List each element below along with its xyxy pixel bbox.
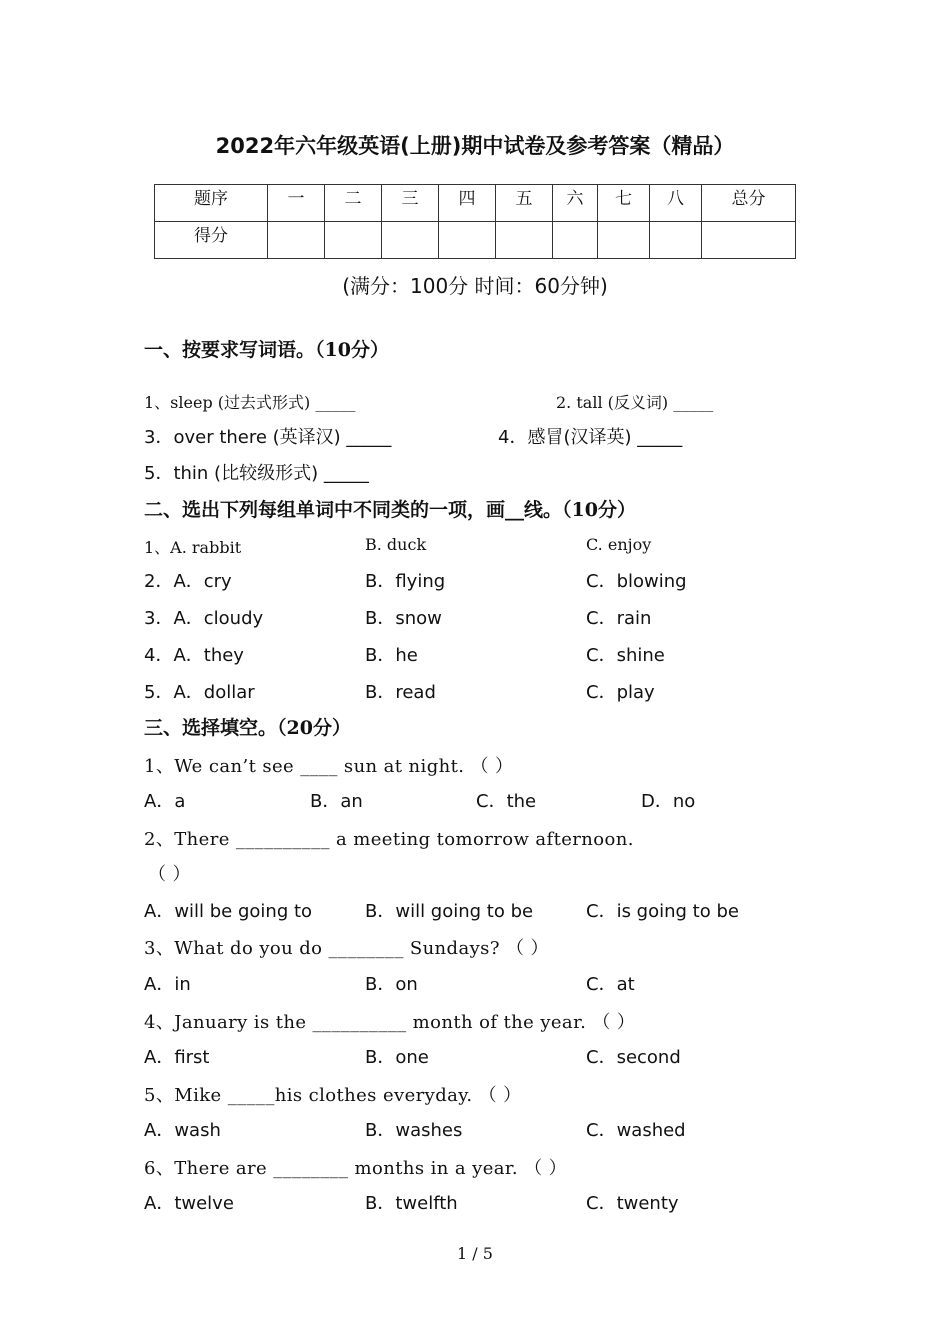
option-text: C．blowing bbox=[586, 571, 687, 592]
table-cell: 七 bbox=[598, 185, 650, 222]
option-text: B．he bbox=[365, 645, 418, 666]
option-text: B．on bbox=[365, 974, 418, 995]
table-cell: 四 bbox=[439, 185, 496, 222]
score-note: (满分：100分 时间：60分钟) bbox=[342, 274, 608, 298]
option-text: C．twenty bbox=[586, 1193, 679, 1214]
option-text: D．no bbox=[641, 791, 696, 812]
option-text: 4．A．they bbox=[144, 645, 244, 666]
score-input-cell[interactable] bbox=[598, 222, 650, 259]
option-text: B．an bbox=[310, 791, 363, 812]
score-input-cell[interactable] bbox=[702, 222, 796, 259]
answer-paren: （ ） bbox=[148, 864, 191, 885]
question-text: 4、January is the __________ month of the year. （ ） bbox=[144, 1012, 636, 1033]
option-text: C．is going to be bbox=[586, 901, 739, 922]
table-row bbox=[155, 222, 796, 259]
table-cell: 总分 bbox=[702, 185, 796, 222]
score-input-cell[interactable] bbox=[553, 222, 598, 259]
option-text: B. duck bbox=[365, 535, 427, 554]
table-cell: 八 bbox=[650, 185, 702, 222]
question-item: 4．感冒(汉译英) _____ bbox=[498, 427, 683, 448]
table-cell: 一 bbox=[268, 185, 325, 222]
question-item: 1、sleep (过去式形式) _____ bbox=[144, 393, 356, 412]
table-cell: 二 bbox=[325, 185, 382, 222]
table-cell: 题序 bbox=[155, 185, 268, 222]
option-text: B．flying bbox=[365, 571, 446, 592]
option-text: C．at bbox=[586, 974, 635, 995]
option-text: C．rain bbox=[586, 608, 652, 629]
score-table bbox=[154, 184, 796, 259]
option-text: A．a bbox=[144, 791, 186, 812]
question-item: 2. tall (反义词) _____ bbox=[556, 393, 714, 412]
table-cell: 三 bbox=[382, 185, 439, 222]
option-text: A．wash bbox=[144, 1120, 221, 1141]
option-text: B．one bbox=[365, 1047, 429, 1068]
option-text: B．will going to be bbox=[365, 901, 534, 922]
question-text: 6、There are ________ months in a year. （ ） bbox=[144, 1158, 568, 1179]
table-cell: 得分 bbox=[155, 222, 268, 259]
option-text: A．in bbox=[144, 974, 191, 995]
question-item: 5．thin (比较级形式) _____ bbox=[144, 463, 369, 484]
option-text: A．first bbox=[144, 1047, 210, 1068]
table-cell: 五 bbox=[496, 185, 553, 222]
score-input-cell[interactable] bbox=[382, 222, 439, 259]
page-number: 1 / 5 bbox=[457, 1244, 493, 1263]
question-text: 3、What do you do ________ Sundays? （ ） bbox=[144, 938, 549, 959]
score-input-cell[interactable] bbox=[325, 222, 382, 259]
option-text: C. enjoy bbox=[586, 535, 652, 554]
score-input-cell[interactable] bbox=[650, 222, 702, 259]
option-text: A．will be going to bbox=[144, 901, 313, 922]
option-text: B．washes bbox=[365, 1120, 463, 1141]
section-heading: 一、按要求写词语。（10分） bbox=[144, 339, 389, 361]
table-row bbox=[155, 185, 796, 222]
option-text: B．snow bbox=[365, 608, 442, 629]
option-text: B．twelfth bbox=[365, 1193, 458, 1214]
page-title: 2022年六年级英语(上册)期中试卷及参考答案（精品） bbox=[215, 134, 735, 158]
option-text: C．the bbox=[476, 791, 537, 812]
question-text: 1、We can’t see ____ sun at night. （ ） bbox=[144, 756, 514, 777]
option-text: B．read bbox=[365, 682, 436, 703]
option-text: 3．A．cloudy bbox=[144, 608, 264, 629]
option-text: C．shine bbox=[586, 645, 665, 666]
option-text: C．play bbox=[586, 682, 655, 703]
question-text: 2、There __________ a meeting tomorrow afternoon. bbox=[144, 829, 634, 850]
score-input-cell[interactable] bbox=[496, 222, 553, 259]
score-input-cell[interactable] bbox=[268, 222, 325, 259]
option-text: C．washed bbox=[586, 1120, 686, 1141]
section-heading: 二、选出下列每组单词中不同类的一项，画__线。（10分） bbox=[144, 499, 636, 521]
option-text: 5．A．dollar bbox=[144, 682, 255, 703]
option-text: A．twelve bbox=[144, 1193, 234, 1214]
option-text: 2．A．cry bbox=[144, 571, 232, 592]
option-text: C．second bbox=[586, 1047, 681, 1068]
question-text: 5、Mike _____his clothes everyday. （ ） bbox=[144, 1085, 522, 1106]
question-item: 3．over there (英译汉) _____ bbox=[144, 427, 392, 448]
table-cell: 六 bbox=[553, 185, 598, 222]
option-text: 1、A. rabbit bbox=[144, 538, 242, 557]
section-heading: 三、选择填空。（20分） bbox=[144, 717, 351, 739]
score-input-cell[interactable] bbox=[439, 222, 496, 259]
